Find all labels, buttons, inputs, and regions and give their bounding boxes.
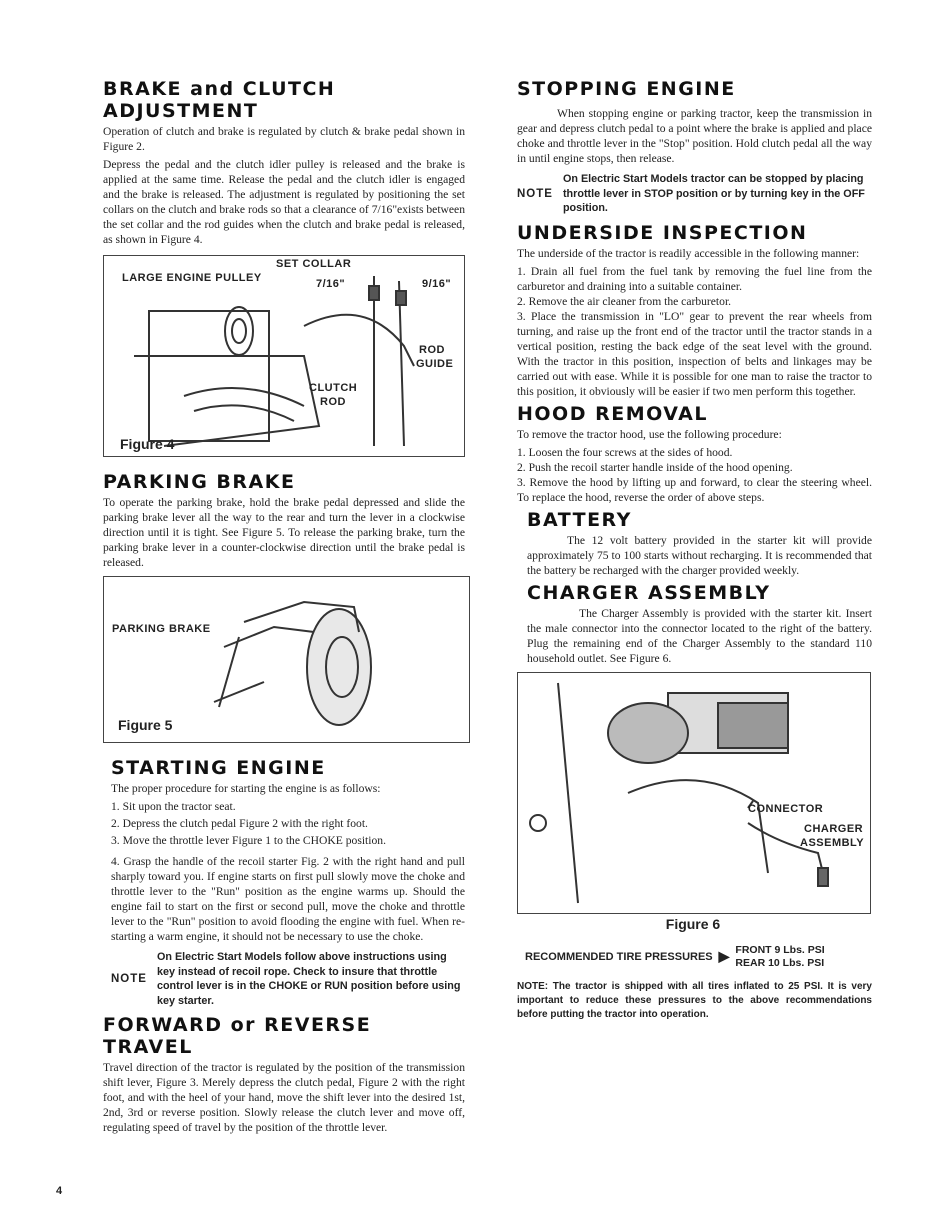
note-label: NOTE (517, 187, 553, 200)
battery-p1: The 12 volt battery provided in the starter kit will provide approximately 75 to 100 starts without recharging. It is recommended that the battery be recharged with the charger provided weekly. (527, 533, 872, 577)
list-item: 1. Sit upon the tractor seat. (111, 800, 236, 813)
charger-p1: The Charger Assembly is provided with the starter kit. Insert the male connector into the connector located to the right of the battery. Plug the remaining end of the Charger Assembly to the standard 110 household outlet. See Figure 6. (527, 606, 872, 665)
page-number: 4 (56, 1185, 63, 1197)
clutch-rod-label-1: CLUTCH (309, 382, 358, 394)
list-item: 2. Remove the air cleaner from the carburetor. (517, 294, 732, 308)
underside-section (517, 222, 872, 399)
charger-assembly-label-2: ASSEMBLY (800, 836, 865, 849)
figure-5-caption: Figure 5 (118, 717, 173, 733)
list-item: 1. Loosen the four screws at the sides of hood. (517, 445, 733, 459)
starting-engine-steps (111, 799, 465, 848)
rod-guide-label-2: GUIDE (416, 358, 454, 370)
hood-heading: HOOD REMOVAL (517, 402, 708, 425)
figure-6-illustration (518, 673, 870, 913)
large-engine-pulley-label: LARGE ENGINE PULLEY (122, 272, 262, 284)
clearance-916-label: 9/16" (422, 278, 452, 290)
tire-pressures-label: RECOMMENDED TIRE PRESSURES (525, 950, 713, 963)
list-item: 1. Drain all fuel from the fuel tank by removing the fuel line from the carburetor and draining into a suitable container. (517, 264, 872, 293)
forward-reverse-p1: Travel direction of the tractor is regulated by the position of the transmission shift lever, Figure 3. Merely depress the clutch pedal, Figure 2 with the right foot, and with the heel of your hand, move the shift lever into the desired 1st, 2nd, 3rd or reverse position. Slowly release the clutch lever and move off, regulating speed of travel by the position of the throttle lever. (103, 1061, 465, 1134)
starting-engine-heading: STARTING ENGINE (111, 757, 326, 779)
tire-pressures (525, 944, 872, 970)
parking-brake-p1: To operate the parking brake, hold the brake pedal depressed and slide the parking brake lever all the way to the rear and turn the lever in a clockwise direction until it is tight. See Figure 5. To release the parking brake, turn the parking brake lever in a counter-clockwise direction until the brake pedal is released. (103, 496, 465, 569)
note-text: On Electric Start Models follow above instructions using key instead of recoil rope. Check to insure that throttle control lever is in the CHOKE or RUN position before using key starter. (156, 951, 461, 1007)
figure-4 (103, 255, 465, 457)
battery-section (517, 509, 872, 578)
figure-4-caption: Figure 4 (120, 436, 175, 452)
brake-clutch-p2: Depress the pedal and the clutch idler pulley is released and the brake is applied at the same time. Release the pedal and the clutch idler is engaged and the brake is released. The adjustment is regulated by positioning the set collars on the clutch and brake rods so that a clearance of 7/16"exists between the set collar and the rod guides when the clutch and brake pedal is released, as shown in Figure 4. (103, 158, 465, 246)
parking-brake-heading: PARKING BRAKE (103, 471, 296, 493)
connector-label: CONNECTOR (748, 802, 824, 815)
charger-section (517, 582, 872, 666)
underside-intro: The underside of the tractor is readily accessible in the following manner: (517, 246, 860, 260)
stopping-engine-note (517, 172, 872, 216)
starting-engine-step4: 4. Grasp the handle of the recoil starter Fig. 2 with the right hand and pull sharply toward you. If engine starts on first pull slowly move the choke and throttle lever to the "Run" position as the engine warms up. Should the engine fail to start on the first or second pull, move the choke and throttle lever to the "Run" position to avoid flooding the engine with fuel. When re-starting a warm engine, it should not be necessary to use the choke. (111, 855, 465, 943)
list-item: 2. Depress the clutch pedal Figure 2 with the right foot. (111, 817, 368, 830)
rear-tire-pressure: REAR 10 Lbs. PSI (735, 956, 825, 969)
tire-pressure-values (735, 944, 824, 970)
battery-heading: BATTERY (527, 508, 632, 531)
forward-reverse-section (103, 1014, 465, 1135)
left-column (103, 78, 465, 1138)
front-tire-pressure: FRONT 9 Lbs. PSI (735, 943, 825, 956)
set-collar-label: SET COLLAR (276, 258, 352, 270)
figure-6-caption: Figure 6 (665, 915, 721, 932)
rod-guide-label-1: ROD (419, 344, 445, 356)
hood-intro: To remove the tractor hood, use the following procedure: (517, 427, 782, 441)
clutch-rod-label-2: ROD (320, 396, 346, 408)
arrow-right-icon: ▶ (718, 948, 730, 964)
underside-heading: UNDERSIDE INSPECTION (517, 221, 808, 244)
brake-clutch-section (103, 78, 465, 457)
hood-steps (517, 445, 872, 505)
right-column (517, 78, 872, 1025)
clearance-716-label: 7/16" (316, 278, 346, 290)
forward-reverse-heading: FORWARD or REVERSE TRAVEL (103, 1014, 372, 1058)
tire-note: NOTE: The tractor is shipped with all tires inflated to 25 PSI. It is very important to reduce these pressures to the above recommendations before putting the tractor into operation. (517, 980, 872, 1020)
list-item: 3. Move the throttle lever Figure 1 to the CHOKE position. (111, 834, 386, 847)
note-text: On Electric Start Models tractor can be stopped by placing throttle lever in STOP position or by turning key in the OFF position. (562, 173, 865, 214)
underside-steps (517, 264, 872, 399)
stopping-engine-p1: When stopping engine or parking tractor, keep the transmission in gear and depress clutch pedal to a point where the brake is applied and place choke and throttle lever in the "Stop" position. Hold clutch pedal all the way in until engine stops, then release. (517, 107, 872, 165)
brake-clutch-p1: Operation of clutch and brake is regulated by clutch & brake pedal shown in Figure 2. (103, 125, 465, 153)
hood-section (517, 403, 872, 505)
note-label: NOTE (111, 973, 147, 985)
parking-brake-section (103, 471, 465, 743)
starting-engine-intro: The proper procedure for starting the engine is as follows: (111, 782, 381, 795)
figure-4-illustration (104, 256, 464, 456)
stopping-engine-section (517, 78, 872, 216)
list-item: 2. Push the recoil starter handle inside of the hood opening. (517, 460, 793, 474)
stopping-engine-heading: STOPPING ENGINE (517, 78, 736, 100)
parking-brake-label: PARKING BRAKE (112, 623, 211, 635)
charger-assembly-label-1: CHARGER (804, 822, 864, 835)
figure-5 (103, 576, 470, 743)
list-item: 3. Remove the hood by lifting up and forward, to clear the steering wheel. To replace the hood, reverse the order of above steps. (517, 475, 872, 504)
starting-engine-section (103, 757, 465, 1008)
starting-engine-note (111, 950, 465, 1008)
charger-heading: CHARGER ASSEMBLY (527, 581, 771, 604)
list-item: 3. Place the transmission in "LO" gear to prevent the rear wheels from turning, and raise up the front end of the tractor until the tractor stands in a vertical position, resting the back edge of the seat level with the ground. With the tractor in this position, inspection of belts and linkages may be carried out with ease. While it is possible for one man to raise the tractor to this position, it obviously will be easier if two men perform this together. (517, 309, 872, 398)
figure-6 (517, 672, 871, 914)
brake-clutch-heading: BRAKE and CLUTCH ADJUSTMENT (103, 78, 336, 122)
